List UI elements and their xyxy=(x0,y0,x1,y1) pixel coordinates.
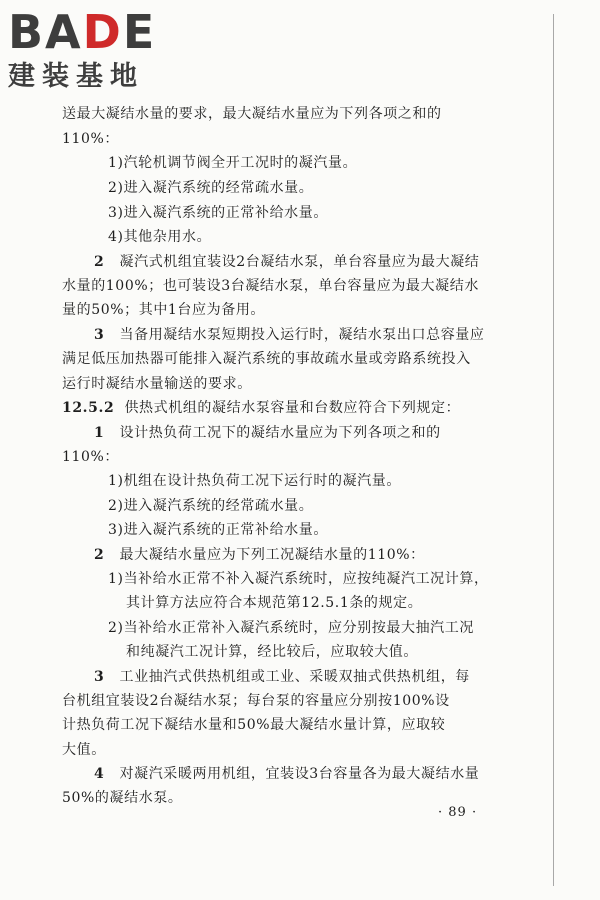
item-number: 3 xyxy=(94,327,105,343)
text-line: 送最大凝结水量的要求，最大凝结水量应为下列各项之和的 xyxy=(62,106,442,122)
text-line: 110%： xyxy=(62,449,120,465)
list-item: 3)进入凝汽系统的正常补给水量。 xyxy=(108,522,328,538)
text-line: 台机组宜装设2台凝结水泵；每台泵的容量应分别按100%设 xyxy=(62,693,450,709)
text-line: 水量的100%；也可装设3台凝结水泵，单台容量应为最大凝结水 xyxy=(62,278,479,294)
text-line: 大值。 xyxy=(62,742,106,758)
list-item: 2)进入凝汽系统的经常疏水量。 xyxy=(108,498,314,514)
item-number: 1 xyxy=(94,425,105,441)
item-number: 3 xyxy=(94,669,105,685)
list-item: 1)机组在设计热负荷工况下运行时的凝汽量。 xyxy=(108,473,401,489)
logo-brand: BADE xyxy=(8,5,157,59)
list-item-continuation: 其计算方法应符合本规范第12.5.1条的规定。 xyxy=(126,595,423,611)
page-number: · 89 · xyxy=(438,805,478,820)
paragraph-line: 2 凝汽式机组宜装设2台凝结水泵，单台容量应为最大凝结 xyxy=(94,254,480,270)
item-number: 4 xyxy=(94,766,105,782)
item-number: 2 xyxy=(94,254,105,270)
logo-subtitle: 建装基地 xyxy=(8,61,144,92)
text-line: 运行时凝结水量输送的要求。 xyxy=(62,376,252,392)
list-item: 2)进入凝汽系统的经常疏水量。 xyxy=(108,180,314,196)
list-item: 2)当补给水正常补入凝汽系统时，应分别按最大抽汽工况 xyxy=(108,620,474,636)
list-item: 1)当补给水正常不补入凝汽系统时，应按纯凝汽工况计算， xyxy=(108,571,489,587)
text-line: 50%的凝结水泵。 xyxy=(62,790,183,806)
item-number: 2 xyxy=(94,547,105,563)
list-item: 3)进入凝汽系统的正常补给水量。 xyxy=(108,205,328,221)
paragraph-line: 1 设计热负荷工况下的凝结水量应为下列各项之和的 xyxy=(94,425,441,441)
paragraph-line: 3 当备用凝结水泵短期投入运行时，凝结水泵出口总容量应 xyxy=(94,327,485,343)
clause-number: 12.5.2 xyxy=(62,400,115,416)
text-line: 110%： xyxy=(62,131,120,147)
text-line: 满足低压加热器可能排入凝汽系统的事故疏水量或旁路系统投入 xyxy=(62,351,471,367)
paragraph-line: 2 最大凝结水量应为下列工况凝结水量的110%： xyxy=(94,547,425,563)
paragraph-line: 4 对凝汽采暖两用机组，宜装设3台容量各为最大凝结水量 xyxy=(94,766,480,782)
text-line: 量的50%；其中1台应为备用。 xyxy=(62,302,266,318)
clause-heading: 12.5.2 供热式机组的凝结水泵容量和台数应符合下列规定： xyxy=(62,400,461,416)
paragraph-line: 3 工业抽汽式供热机组或工业、采暖双抽式供热机组，每 xyxy=(94,669,470,685)
list-item: 4)其他杂用水。 xyxy=(108,229,212,245)
text-line: 计热负荷工况下凝结水量和50%最大凝结水量计算，应取较 xyxy=(62,717,446,733)
list-item: 1)汽轮机调节阀全开工况时的凝汽量。 xyxy=(108,155,358,171)
list-item-continuation: 和纯凝汽工况计算，经比较后，应取较大值。 xyxy=(126,644,418,660)
